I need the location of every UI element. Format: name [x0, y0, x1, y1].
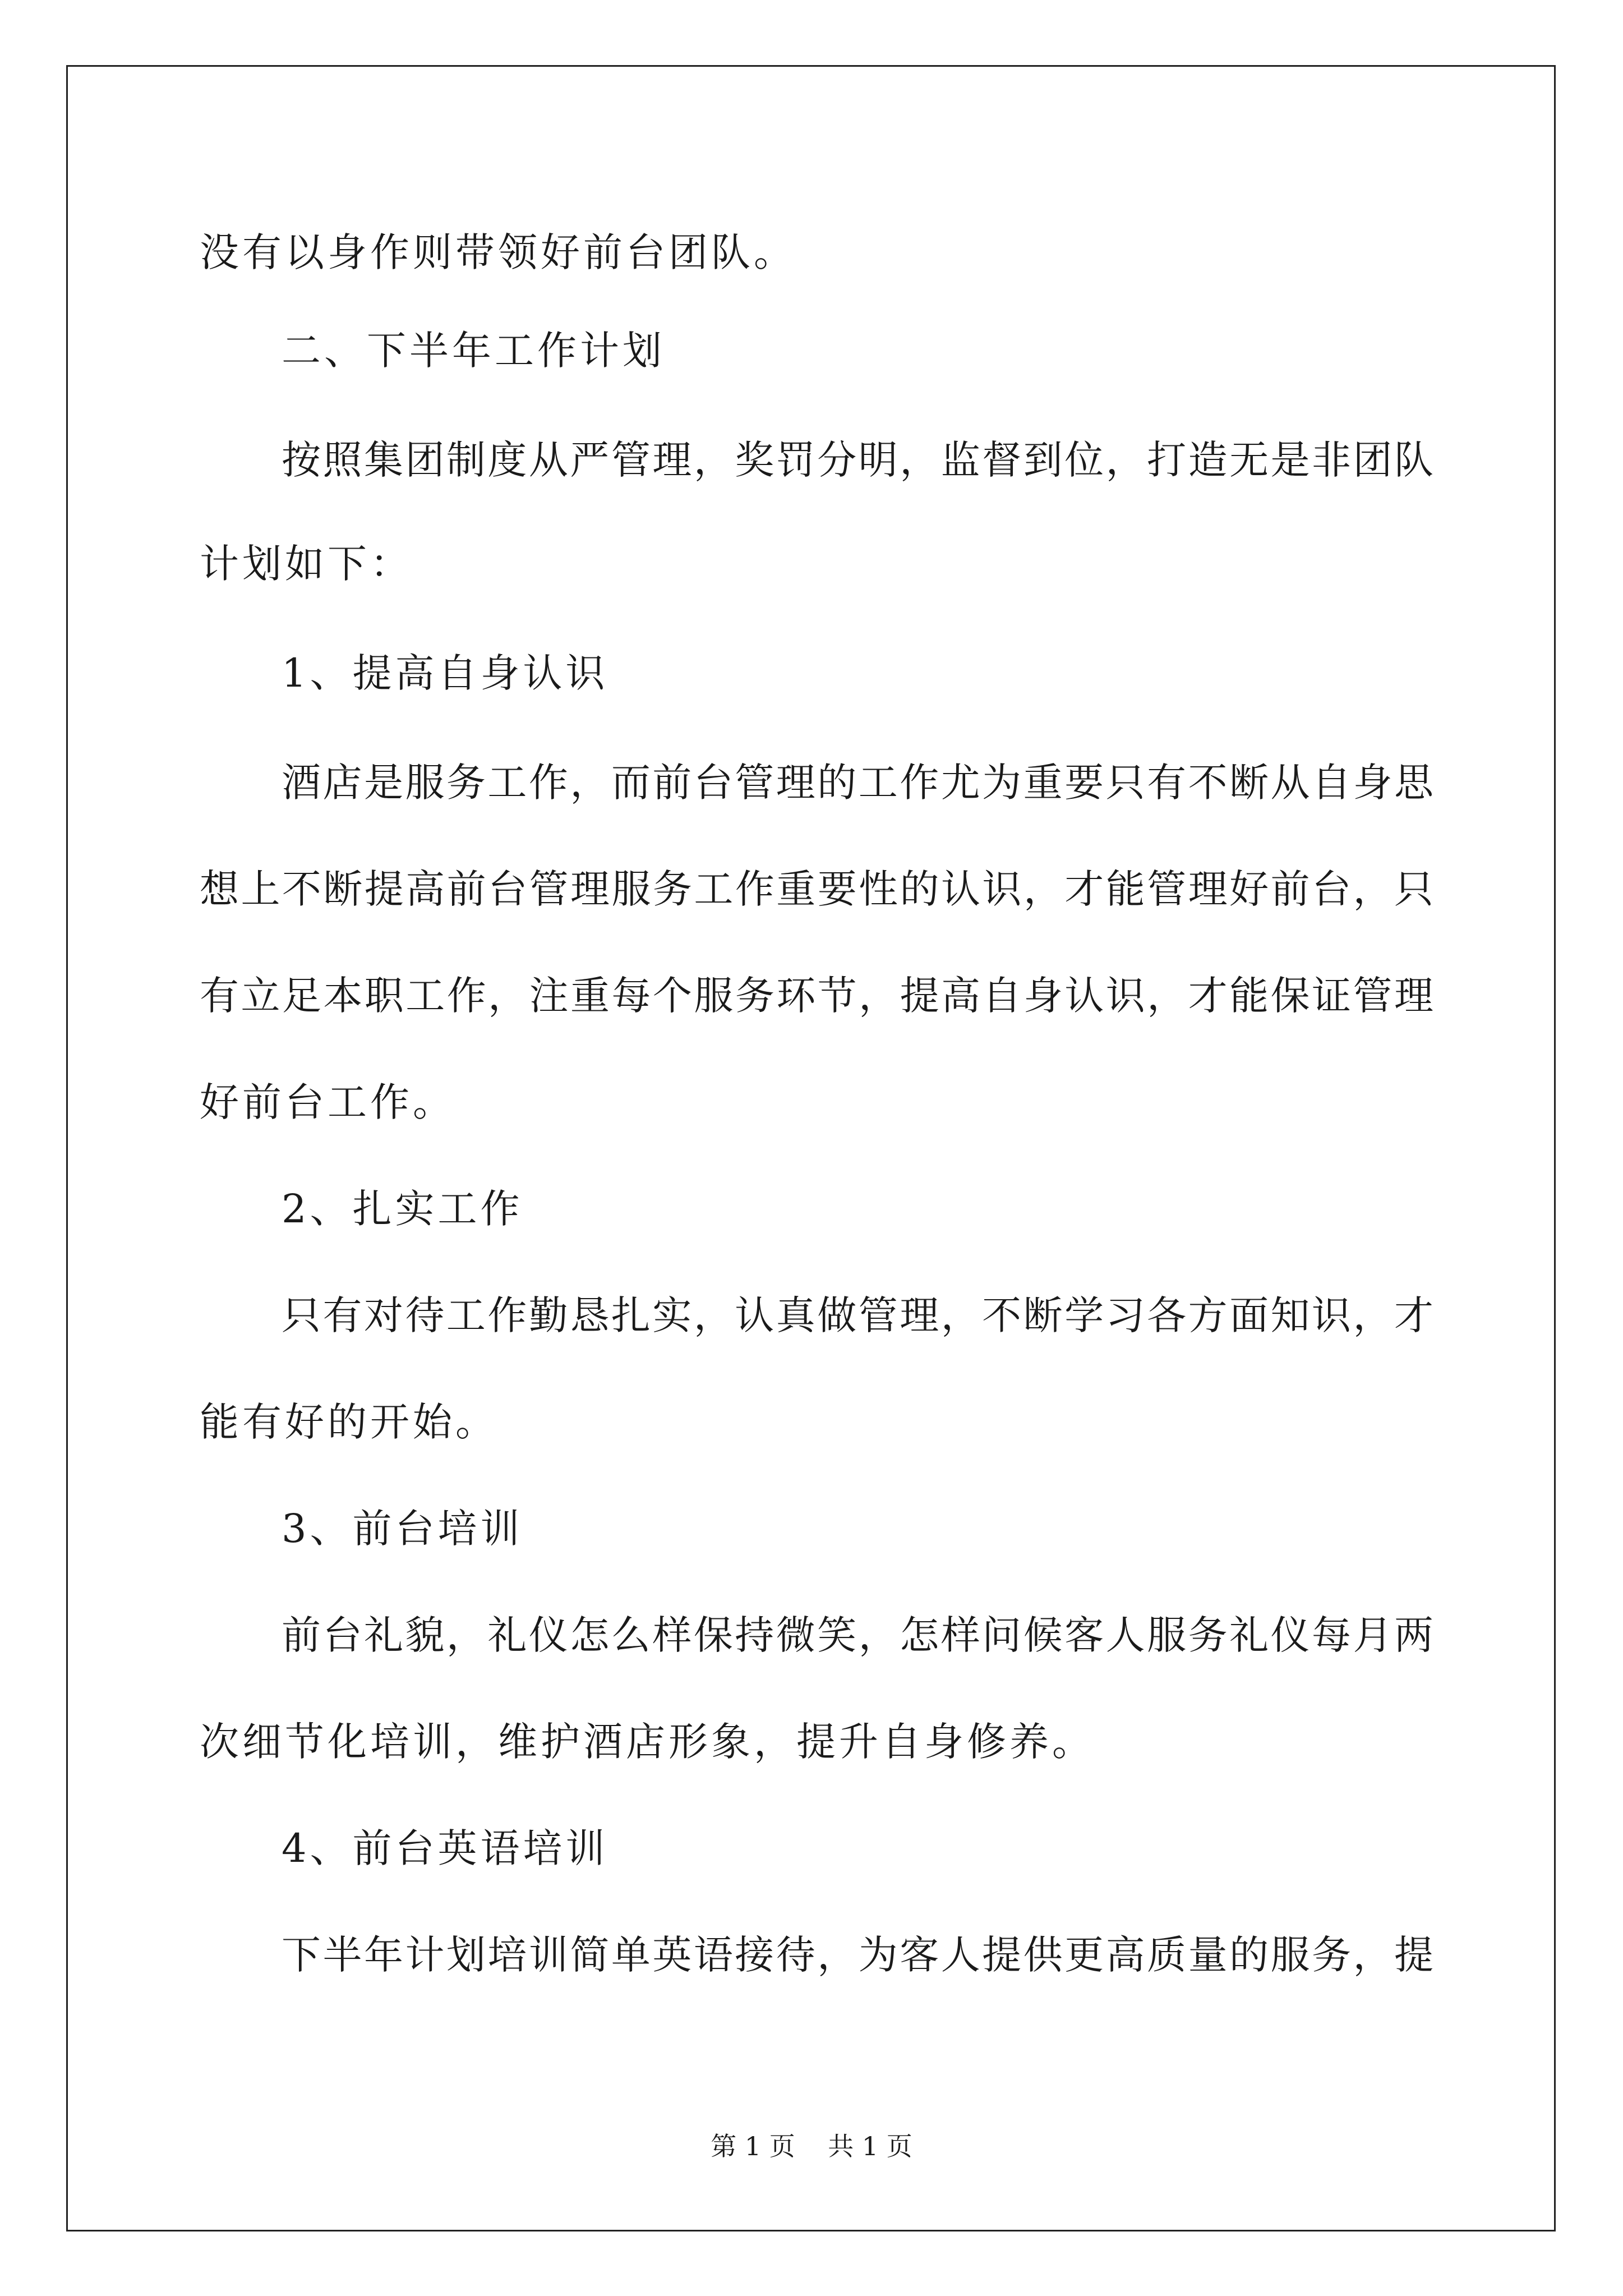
paragraph-line-9: 好前台工作。: [200, 1079, 455, 1125]
subheading-2: 2、扎实工作: [282, 1186, 523, 1232]
section-heading-plan: 二、下半年工作计划: [282, 328, 665, 374]
paragraph-line-6: 酒店是服务工作，而前台管理的工作尤为重要只有不断从自身思: [282, 760, 1433, 806]
paragraph-line-17: 下半年计划培训简单英语接待，为客人提供更高质量的服务，提: [282, 1932, 1433, 1978]
paragraph-line-4: 计划如下：: [200, 541, 413, 587]
paragraph-line-11: 只有对待工作勤恳扎实，认真做管理，不断学习各方面知识，才: [282, 1292, 1433, 1338]
paragraph-line-8: 有立足本职工作，注重每个服务环节，提高自身认识，才能保证管理: [200, 973, 1433, 1019]
paragraph-line-7: 想上不断提高前台管理服务工作重要性的认识，才能管理好前台，只: [200, 866, 1433, 912]
subheading-3: 3、前台培训: [282, 1506, 523, 1552]
subheading-4: 4、前台英语培训: [282, 1825, 608, 1871]
page-border: [66, 65, 1556, 2231]
paragraph-line-14: 前台礼貌，礼仪怎么样保持微笑，怎样问候客人服务礼仪每月两: [282, 1612, 1433, 1658]
page-footer: 第 1 页 共 1 页: [711, 2131, 912, 2161]
paragraph-line-12: 能有好的开始。: [200, 1399, 498, 1445]
paragraph-line-15: 次细节化培训，维护酒店形象，提升自身修养。: [200, 1719, 1095, 1765]
subheading-1: 1、提高自身认识: [282, 650, 608, 696]
paragraph-line-1: 没有以身作则带领好前台团队。: [200, 229, 796, 275]
paragraph-line-3: 按照集团制度从严管理，奖罚分明，监督到位，打造无是非团队: [282, 437, 1433, 483]
